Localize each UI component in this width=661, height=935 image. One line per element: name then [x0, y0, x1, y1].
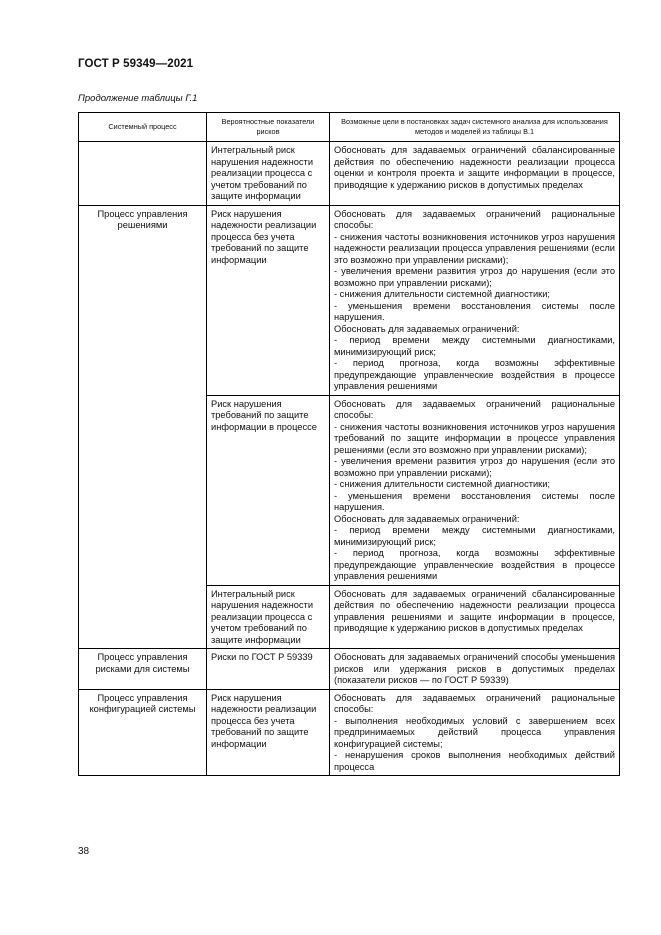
cell-goals [330, 649, 620, 690]
cell-process: Процесс управления конфигурацией системы [79, 689, 207, 776]
column-header-risk: Вероятностные показатели рисков [207, 113, 330, 142]
goal-line: - период прогноза, когда возможны эффективные предупреждающие управленческие воздействия в процессе управления решениями [334, 548, 615, 581]
cell-risk-indicator: Риск нарушения надежности реализации процесса без учета требований по защите информации [207, 205, 330, 395]
document-code: ГОСТ Р 59349—2021 [78, 58, 194, 70]
goal-line: - снижения частоты возникновения источников угроз нарушения надежности реализации процесса управления решениями (если это возможно при управлении рисками); [334, 231, 615, 265]
table-body [79, 142, 620, 776]
goal-line: - снижения длительности системной диагностики; [334, 479, 551, 489]
table-row [79, 205, 620, 395]
goal-line: Обосновать для задаваемых ограничений рациональные способы: [334, 208, 615, 230]
goal-line: Обосновать для задаваемых ограничений: [334, 323, 520, 334]
cell-risk-indicator: Интегральный риск нарушения надежности реализации процесса с учетом требований по защите информации [207, 142, 330, 206]
goal-line: - период времени между системными диагностиками, минимизирующий риск; [334, 525, 615, 547]
column-header-process: Системный процесс [79, 113, 207, 142]
goal-line: - снижения частоты возникновения источников угроз нарушения требований по защите информации в процессе управления решениями (если это возможно при управлении рисками); [334, 421, 615, 455]
goal-line: Обосновать для задаваемых ограничений сбалансированные действия по обеспечению надежности реализации процесса управления решениями и защите информации в процессе, приводящие к удержанию рисков в допустимых пределах [334, 588, 615, 633]
column-header-goals: Возможные цели в постановках задач системного анализа для использования методов и моделей из таблицы В.1 [330, 113, 620, 142]
cell-goals [330, 689, 620, 776]
table-header-row [79, 113, 620, 142]
goal-line: - снижения длительности системной диагностики; [334, 289, 551, 299]
cell-goals [330, 585, 620, 649]
cell-process: Процесс управления рисками для системы [79, 649, 207, 690]
goal-line: - уменьшения времени восстановления системы после нарушения. [334, 300, 615, 322]
table-caption: Продолжение таблицы Г.1 [78, 93, 198, 104]
goal-line: Обосновать для задаваемых ограничений: [334, 513, 520, 524]
cell-process: Процесс управления решениями [79, 205, 207, 649]
goal-line: - период времени между системными диагностиками, минимизирующий риск; [334, 335, 615, 357]
goal-line: - увеличения времени развития угроз до нарушения (если это возможно при управлении рисками); [334, 266, 615, 288]
table-row [79, 689, 620, 776]
cell-risk-indicator: Интегральный риск нарушения надежности реализации процесса с учетом требований по защите информации [207, 585, 330, 649]
goal-line: - увеличения времени развития угроз до нарушения (если это возможно при управлении рисками); [334, 456, 615, 478]
cell-goals [330, 205, 620, 395]
cell-risk-indicator: Риск нарушения надежности реализации процесса без учета требований по защите информации [207, 689, 330, 776]
page-number: 38 [78, 846, 90, 857]
cell-process [79, 142, 207, 206]
cell-risk-indicator: Риск нарушения требований по защите информации в процессе [207, 395, 330, 585]
table-row [79, 649, 620, 690]
cell-goals [330, 142, 620, 206]
goal-line: - ненарушения сроков выполнения необходимых действий процесса [334, 750, 615, 772]
goal-line: - период прогноза, когда возможны эффективные предупреждающие управленческие воздействия в процессе управления решениями [334, 358, 615, 391]
cell-risk-indicator: Риски по ГОСТ Р 59339 [207, 649, 330, 690]
goal-line: - уменьшения времени восстановления системы после нарушения. [334, 490, 615, 512]
goal-line: Обосновать для задаваемых ограничений способы уменьшения рисков или удержания рисков в допустимых пределах (показатели рисков — по ГОСТ Р 59339) [334, 652, 615, 685]
requirements-table [78, 112, 620, 776]
goal-line: Обосновать для задаваемых ограничений рациональные способы: [334, 398, 615, 420]
table-row [79, 142, 620, 206]
goal-line: Обосновать для задаваемых ограничений сбалансированные действия по обеспечению надежности реализации процесса оценки и контроля проекта и защите информации в процессе, приводящие к удержанию рисков в допустимых пределах [334, 145, 615, 190]
cell-goals [330, 395, 620, 585]
goal-line: - выполнения необходимых условий с завершением всех предпринимаемых действий процесса управления конфигурацией системы; [334, 715, 615, 749]
goal-line: Обосновать для задаваемых ограничений рациональные способы: [334, 692, 615, 714]
